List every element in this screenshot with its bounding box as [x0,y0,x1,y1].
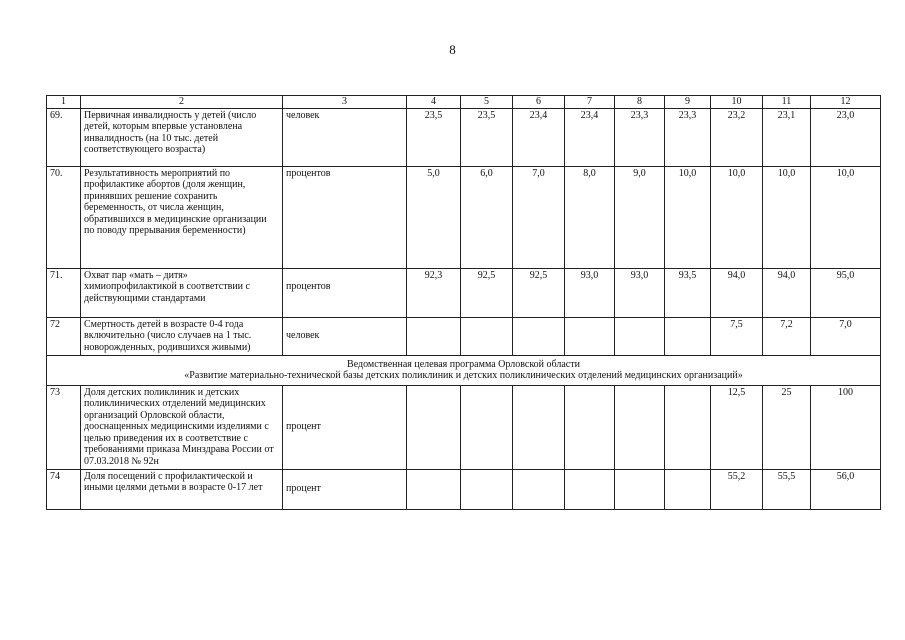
program-title-line-2: «Развитие материально-технической базы детских поликлиник и детских поликлинических отделений медицинских организаций» [184,370,743,381]
table-row [47,317,881,355]
value-cell: 23,3 [615,108,665,166]
value-cell [461,469,513,509]
column-header: 7 [565,96,615,109]
value-cell: 93,5 [665,268,711,317]
value-cell: 93,0 [565,268,615,317]
value-cell: 5,0 [407,166,461,268]
value-cell [565,317,615,355]
column-header: 12 [811,96,881,109]
value-cell: 23,1 [763,108,811,166]
value-cell [615,385,665,469]
value-cell: 56,0 [811,469,881,509]
column-header: 4 [407,96,461,109]
row-number: 73 [47,385,81,469]
indicator-name: Охват пар «мать – дитя» химиопрофилактикой в соответствии с действующими стандартами [81,268,283,317]
value-cell: 23,0 [811,108,881,166]
value-cell: 55,5 [763,469,811,509]
unit-cell: процентов [283,268,407,317]
column-header: 11 [763,96,811,109]
program-header-row [47,355,881,385]
value-cell: 23,5 [461,108,513,166]
program-title [47,355,881,385]
unit-cell: процентов [283,166,407,268]
row-number: 72 [47,317,81,355]
value-cell: 93,0 [615,268,665,317]
value-cell: 23,4 [565,108,615,166]
value-cell: 10,0 [811,166,881,268]
value-cell [407,469,461,509]
indicator-name: Смертность детей в возрасте 0-4 года включительно (число случаев на 1 тыс. новорожденных, родившихся живыми) [81,317,283,355]
table-row [47,469,881,509]
table-row [47,268,881,317]
value-cell: 23,3 [665,108,711,166]
value-cell: 92,3 [407,268,461,317]
value-cell [565,385,615,469]
value-cell: 6,0 [461,166,513,268]
value-cell: 23,5 [407,108,461,166]
value-cell: 94,0 [763,268,811,317]
value-cell: 10,0 [665,166,711,268]
indicator-name: Доля посещений с профилактической и иными целями детьми в возрасте 0-17 лет [81,469,283,509]
value-cell: 23,2 [711,108,763,166]
value-cell [513,469,565,509]
value-cell [461,385,513,469]
value-cell: 94,0 [711,268,763,317]
value-cell: 7,0 [513,166,565,268]
value-cell: 100 [811,385,881,469]
column-header: 1 [47,96,81,109]
indicator-name: Доля детских поликлиник и детских поликлинических отделений медицинских организаций Орловской области, дооснащенных медицинскими изделиями с целью приведения их в соответствие с требованиями приказа Минздрава России от 07.03.2018 № 92н [81,385,283,469]
column-header: 2 [81,96,283,109]
value-cell: 12,5 [711,385,763,469]
program-title-line-1: Ведомственная целевая программа Орловской области [347,358,580,370]
row-number: 69. [47,108,81,166]
value-cell: 7,5 [711,317,763,355]
value-cell: 10,0 [763,166,811,268]
value-cell: 8,0 [565,166,615,268]
unit-cell: человек [283,317,407,355]
value-cell: 25 [763,385,811,469]
row-number: 71. [47,268,81,317]
column-header: 5 [461,96,513,109]
column-header-row [47,96,881,109]
value-cell: 95,0 [811,268,881,317]
value-cell [615,469,665,509]
value-cell [665,385,711,469]
table-row [47,108,881,166]
indicator-name: Первичная инвалидность у детей (число детей, которым впервые установлена инвалидность (на 10 тыс. детей соответствующего возраста) [81,108,283,166]
value-cell: 7,0 [811,317,881,355]
unit-cell: процент [283,469,407,509]
unit-cell: человек [283,108,407,166]
value-cell [615,317,665,355]
row-number: 74 [47,469,81,509]
value-cell: 92,5 [461,268,513,317]
value-cell [461,317,513,355]
unit-cell: процент [283,385,407,469]
row-number: 70. [47,166,81,268]
value-cell: 10,0 [711,166,763,268]
column-header: 9 [665,96,711,109]
value-cell [665,317,711,355]
value-cell [665,469,711,509]
column-header: 10 [711,96,763,109]
value-cell [565,469,615,509]
value-cell: 92,5 [513,268,565,317]
table-row [47,385,881,469]
indicators-table [46,95,881,510]
column-header: 8 [615,96,665,109]
value-cell [513,385,565,469]
indicator-name: Результативность мероприятий по профилактике абортов (доля женщин, принявших решение сохранить беременность, от числа женщин, обратившихся в медицинские организации по поводу прерывания беременности) [81,166,283,268]
table-row [47,166,881,268]
column-header: 6 [513,96,565,109]
page-number: 8 [449,42,456,57]
value-cell [407,385,461,469]
value-cell [513,317,565,355]
value-cell: 23,4 [513,108,565,166]
value-cell: 7,2 [763,317,811,355]
value-cell: 9,0 [615,166,665,268]
value-cell [407,317,461,355]
value-cell: 55,2 [711,469,763,509]
column-header: 3 [283,96,407,109]
